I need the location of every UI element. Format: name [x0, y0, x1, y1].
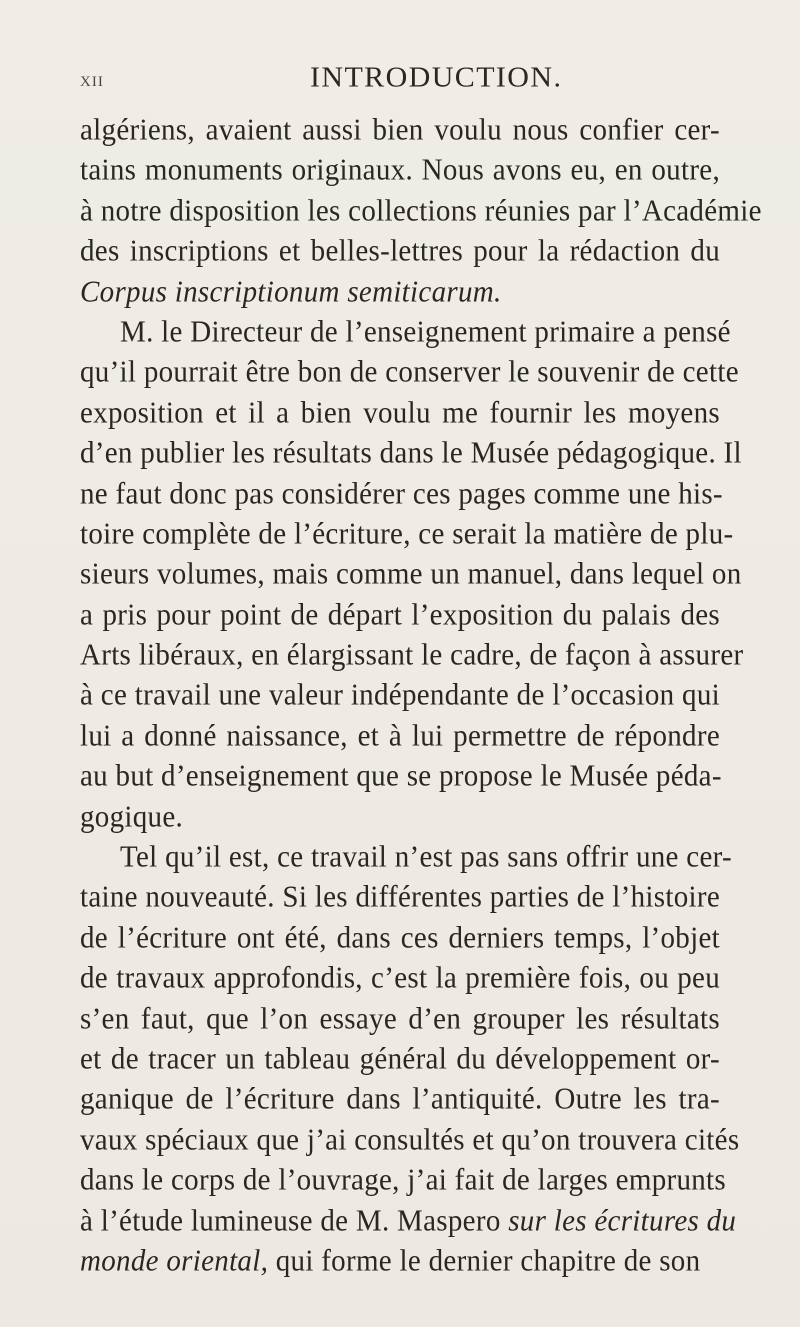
text-line: dans le corps de l’ouvrage, j’ai fait de larges emprunts	[80, 1163, 726, 1197]
text-span: qui forme le dernier chapitre de son	[275, 1244, 701, 1278]
paragraph-start-line: Tel qu’il est, ce travail n’est pas sans offrir une cer-	[120, 840, 732, 874]
text-line: au but d’enseignement que se propose le Musée péda-	[80, 759, 722, 793]
text-line: a pris pour point de départ l’exposition du palais des	[80, 598, 720, 632]
running-title: INTRODUCTION.	[310, 62, 563, 94]
text-line: vaux spéciaux que j’ai consultés et qu’on trouvera cités	[80, 1123, 740, 1157]
text-line: taine nouveauté. Si les différentes parties de l’histoire	[80, 880, 720, 915]
text-line: ganique de l’écriture dans l’antiquité. Outre les tra-	[80, 1082, 720, 1117]
text-line: à ce travail une valeur indépendante de l’occasion qui	[80, 678, 720, 713]
text-line: de l’écriture ont été, dans ces derniers temps, l’objet	[80, 921, 720, 955]
running-head	[80, 58, 720, 98]
italic-work-title-cont: monde oriental,	[80, 1244, 269, 1278]
text-span: à l’étude lumineuse de M. Maspero	[80, 1203, 501, 1238]
text-line: d’en publier les résultats dans le Musée pédagogique. Il	[80, 436, 742, 470]
paragraph-start-line: M. le Directeur de l’enseignement primaire a pensé	[120, 315, 731, 349]
text-line: algériens, avaient aussi bien voulu nous confier cer-	[80, 113, 720, 147]
text-line-maspero	[80, 1200, 737, 1242]
text-line: de travaux approfondis, c’est la première fois, ou peu	[80, 961, 720, 995]
text-line: Arts libéraux, en élargissant le cadre, de façon à assurer	[80, 638, 744, 672]
text-line: lui a donné naissance, et à lui permettre de répondre	[80, 719, 720, 753]
text-line: qu’il pourrait être bon de conserver le souvenir de cette	[80, 355, 739, 389]
text-line: gogique.	[80, 799, 184, 834]
page-number: XII	[80, 74, 104, 90]
text-line: s’en faut, que l’on essaye d’en grouper les résultats	[80, 1001, 720, 1036]
text-line: tains monuments originaux. Nous avons eu, en outre,	[80, 153, 720, 188]
text-line: toire complète de l’écriture, ce serait la matière de plu-	[80, 517, 734, 551]
text-line: ne faut donc pas considérer ces pages comme une his-	[80, 476, 723, 511]
text-line: des inscriptions et belles-lettres pour la rédaction du	[80, 234, 720, 268]
italic-work-title: sur les écritures du	[508, 1203, 737, 1238]
text-line: exposition et il a bien voulu me fournir les moyens	[80, 396, 720, 430]
text-line: à notre disposition les collections réunies par l’Académie	[80, 194, 762, 228]
text-line-last	[80, 1240, 720, 1282]
body-text	[80, 110, 762, 1281]
text-line: sieurs volumes, mais comme un manuel, dans lequel on	[80, 557, 742, 591]
text-line: et de tracer un tableau général du développement or-	[80, 1042, 720, 1076]
text-line-corpus-title: Corpus inscriptionum semiticarum.	[80, 274, 502, 309]
